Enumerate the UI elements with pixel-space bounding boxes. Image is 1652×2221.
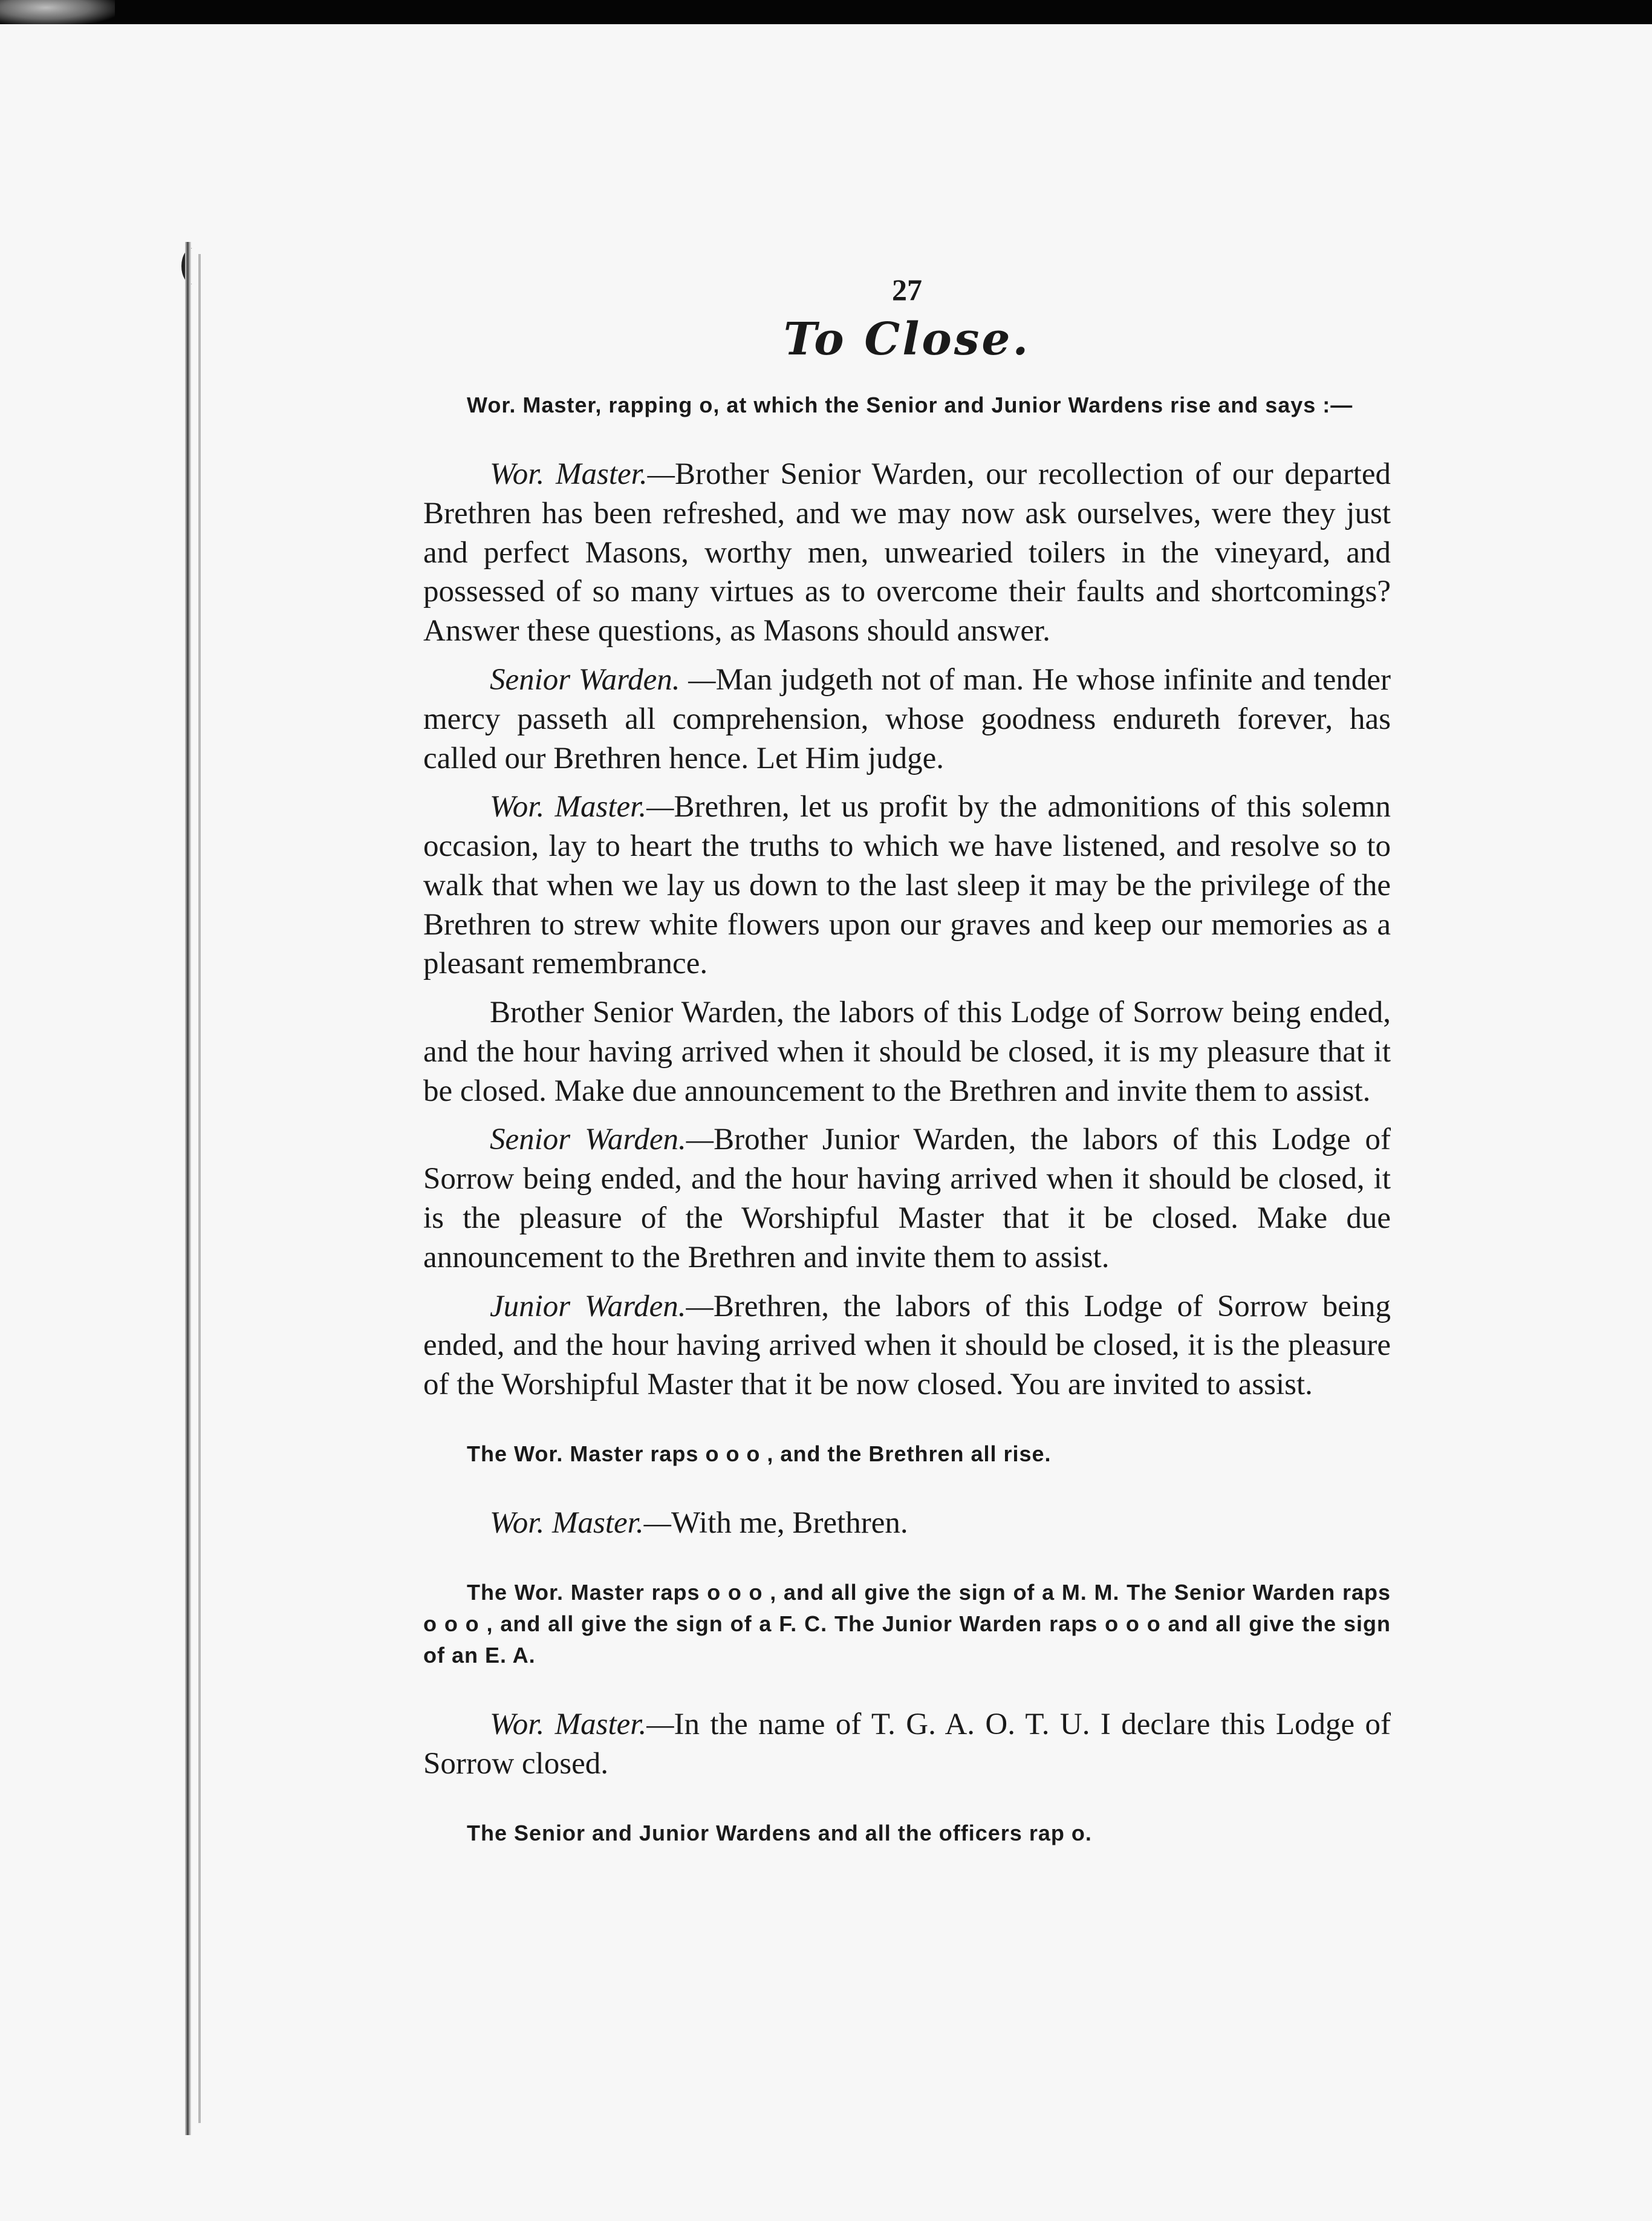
speech-text: Brethren, the labors of this Lodge of Sorrow being ended, and the hour having arrived when it should be closed, it is the pleasure of the Worshipful Master that it be now closed. You are invited to assist.: [423, 1289, 1391, 1402]
speech-text: Man judgeth not of man. He whose infinite and tender mercy passeth all comprehension, whose goodness endureth forever, has called our Brethren hence. Let Him judge.: [423, 663, 1391, 775]
scan-smudge: [0, 0, 115, 25]
speech-paragraph: [423, 993, 1391, 1110]
speech-paragraph: [423, 1705, 1391, 1784]
speech-text: In the name of T. G. A. O. T. U. I declare this Lodge of Sorrow closed.: [423, 1707, 1391, 1781]
spacer: [423, 1793, 1391, 1818]
stage-direction-text: The Wor. Master raps o o o , and the Brethren all rise.: [467, 1441, 1052, 1466]
book-page: [0, 24, 1652, 2221]
stage-direction: [423, 1818, 1391, 1849]
spacer: [423, 1414, 1391, 1438]
speaker-label: Wor. Master.—: [490, 1707, 674, 1742]
speaker-label: Wor. Master.—: [490, 457, 675, 492]
speech-text: Brethren, let us profit by the admonitions of this solemn occasion, lay to heart the truths to which we have listened, and resolve so to walk that when we lay us down to the last sleep it may be the privilege of the Brethren to strew white flowers upon our graves and keep our memories as a pleasant remembrance.: [423, 790, 1391, 981]
speech-paragraph: [423, 1287, 1391, 1404]
stage-direction: [423, 1438, 1391, 1470]
speech-paragraph: [423, 788, 1391, 983]
section-heading: To Close.: [783, 313, 1031, 365]
spacer: [423, 1553, 1391, 1577]
speech-text: Brother Senior Warden, the labors of this Lodge of Sorrow being ended, and the hour having arrived when it should be closed, it is my pleasure that it be closed. Make due announcement to the Brethren and invite them to assist.: [423, 996, 1391, 1108]
stage-direction-text: The Wor. Master raps o o o , and all give the sign of a M. M. The Senior Warden raps o o o , and all give the sign of a F. C. The Junior Warden raps o o o and all give the sign of an E. A.: [423, 1579, 1391, 1668]
speech-paragraph: [423, 455, 1391, 651]
binding-gutter: [185, 242, 191, 2135]
speech-paragraph: [423, 1504, 1391, 1543]
scan-top-edge: [0, 0, 1652, 24]
speech-text: Brother Senior Warden, our recollection of our departed Brethren has been refreshed, and we may now ask ourselves, were they just and perfect Masons, worthy men, unwearied toilers in the vineyard, and possessed of so many virtues as to overcome their faults and shortcomings? Answer these questions, as Masons should answer.: [423, 457, 1391, 648]
stage-direction: [423, 1577, 1391, 1672]
speaker-label: Senior Warden. —: [490, 663, 716, 697]
text-block: [423, 272, 1391, 1883]
stage-direction-text: The Senior and Junior Wardens and all the officers rap o.: [467, 1820, 1092, 1845]
speech-paragraph: [423, 660, 1391, 778]
speech-text: Brother Junior Warden, the labors of this Lodge of Sorrow being ended, and the hour having arrived when it should be closed, it is the pleasure of the Worshipful Master that it be closed. Make due announcement to the Brethren and invite them to assist.: [423, 1123, 1391, 1274]
binding-gutter-shadow: [198, 254, 201, 2123]
speaker-label: Wor. Master.—: [490, 790, 674, 824]
stage-direction: [423, 390, 1391, 421]
page-number: 27: [892, 273, 922, 307]
speech-paragraph: [423, 1120, 1391, 1277]
speech-text: With me, Brethren.: [671, 1505, 908, 1540]
stage-direction-text: Wor. Master, rapping o, at which the Senior and Junior Wardens rise and says :—: [467, 393, 1353, 417]
speaker-label: Senior Warden.—: [490, 1123, 714, 1157]
speaker-label: Junior Warden.—: [490, 1289, 714, 1323]
speaker-label: Wor. Master.—: [490, 1505, 671, 1540]
